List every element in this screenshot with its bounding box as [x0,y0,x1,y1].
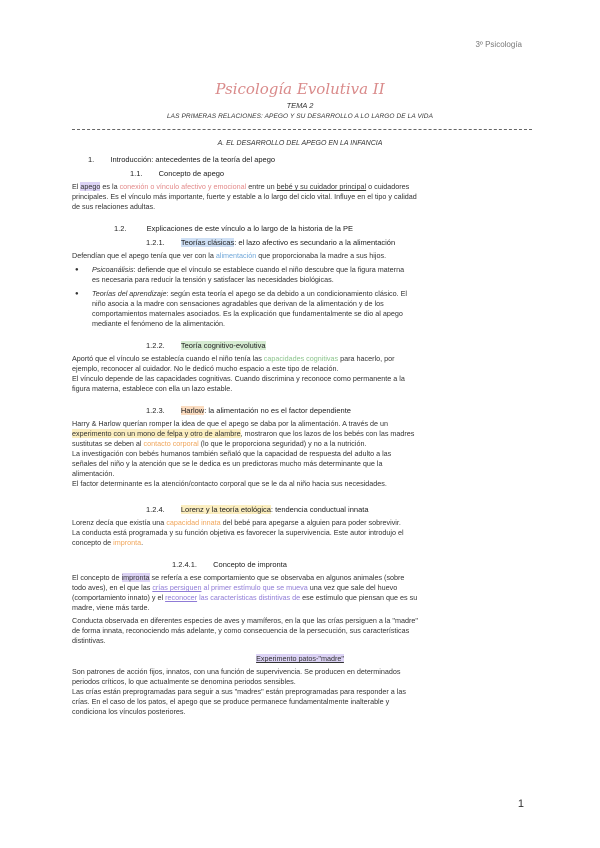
paragraph-line [72,593,527,603]
section-1-1-title: Concepto de apego [158,169,225,178]
paragraph-line: de sus relaciones adultas. [72,202,156,211]
paragraph-line: condiciona los vínculos posteriores. [72,707,186,716]
colored-term: al primer estímulo que se mueva [203,583,308,592]
paragraph-line: Las crías están preprogramadas para seguir a sus "madres" están preprogramadas para responder a las [72,687,406,696]
highlight-impronta: impronta [121,573,150,582]
paragraph-line: alimentación. [72,469,115,478]
paragraph-line [72,573,527,583]
text: . [141,538,144,547]
experiment-heading: Experimento patos-"madre" [256,654,344,663]
section-1-2-number: 1.2. [114,224,127,233]
text: del bebé para apegarse a alguien para poder sobrevivir. [220,518,401,527]
page-number: 1 [517,798,524,810]
section-1-2-4-number: 1.2.4. [146,505,165,514]
text: Aportó que el vínculo se establecía cuando el niño tenía las [72,354,264,363]
paragraph-line [72,518,527,528]
text: para hacerlo, por [338,354,395,363]
section-1-2-4-highlight: Lorenz y la teoría etológica [180,505,271,514]
paragraph-line [92,289,524,299]
underlined-term: reconocer [165,593,198,602]
text: o cuidadores [366,182,410,191]
paragraph-line: mediante el fenómeno de la alimentación. [92,319,226,328]
paragraph-line: madre, viene más tarde. [72,603,150,612]
paragraph-line: principales. Es el vínculo más importante, fuerte y estable a lo largo del ciclo vital. Influye en el tipo y calidad [72,192,417,201]
bullet-label: Teorías del aprendizaje [92,289,167,298]
text: : según esta teoría el apego se da debido a un condicionamiento clásico. El [166,289,408,298]
text: El concepto de [72,573,122,582]
paragraph-line: ejemplo, reconocer al cuidador. No le dedicó mucho espacio a este tipo de relación. [72,364,339,373]
text: entre un [246,182,277,191]
section-1-title: Introducción: antecedentes de la teoría del apego [110,155,276,164]
paragraph-line [72,538,527,548]
text: Defendían que el apego tenía que ver con la [72,251,216,260]
paragraph-line: Conducta observada en diferentes especies de aves y mamíferos, en la que las crías persiguen a la "madre" [72,616,418,625]
text: El [72,182,81,191]
bullet-aprendizaje [92,289,524,329]
paragraph-line: Harry & Harlow querían romper la idea de que el apego se daba por la alimentación. A través de un [72,419,389,428]
section-1-2-4-title: : tendencia conductual innata [270,505,369,514]
tema-label: TEMA 2 [286,101,314,110]
paragraph-line: niño asocia a la madre con sensaciones agradables que derivan de la alimentación y de los [92,299,384,308]
text: todo aves), en el que las [72,583,153,592]
text: se refería a ese comportamiento que se observaba en algunos animales (sobre [149,573,405,582]
course-tag: 3º Psicología [475,40,522,49]
dashed-divider [72,129,532,130]
document-title: Psicología Evolutiva II [215,80,385,98]
paragraph-alimentacion [72,251,527,261]
colored-term: contacto corporal [143,439,199,448]
underlined-term: bebé y su cuidador principal [276,182,367,191]
text: una vez que sale del huevo [307,583,398,592]
section-1-2-3-heading [146,406,600,416]
section-1-2-3-number: 1.2.3. [146,406,165,415]
section-1-2-3-title: : la alimentación no es el factor dependiente [204,406,351,415]
paragraph-line [72,439,527,449]
paragraph-lorenz [72,518,527,548]
section-1-2-1-title: : el lazo afectivo es secundario a la alimentación [234,238,396,247]
section-1-2-1-heading [146,238,600,248]
paragraph-line: señales del niño y la atención que se le dedica es un predictoras mucho más determinante que la [72,459,383,468]
paragraph-line: figura materna, establece con ella un lazo estable. [72,384,233,393]
section-1-2-4-1-number: 1.2.4.1. [172,560,198,569]
section-1-2-1-number: 1.2.1. [146,238,165,247]
section-1-2-2-number: 1.2.2. [146,341,165,350]
paragraph-apego [72,182,527,212]
paragraph-patrones [72,667,527,717]
paragraph-line: La conducta está programada y su función objetiva es favorecer la supervivencia. Este autor introdujo el [72,528,404,537]
colored-term: las características distintivas de [199,593,301,602]
underlined-term: crías persiguen [152,583,202,592]
colored-term: conexión o vínculo afectivo y emocional [119,182,247,191]
paragraph-line: es necesaria para reducir la tensión y satisfacer las necesidades biológicas. [92,275,334,284]
text: (lo que le proporciona seguridad) y no a la nutrición. [198,439,367,448]
paragraph-line [72,583,527,593]
bullet-psicoanalisis [92,265,524,285]
text: ese estímulo que piensan que es su [300,593,418,602]
section-1-2-heading [114,224,569,234]
text: : defiende que el vínculo se establece cuando el niño descubre que la figura materna [133,265,405,274]
text: concepto de [72,538,114,547]
paragraph-line: La investigación con bebés humanos también señaló que la capacidad de respuesta del adulto a las [72,449,392,458]
highlight-experiment: experimento con un mono de felpa y otro de alambre [72,429,241,438]
paragraph-line [72,182,527,192]
colored-term: capacidad innata [166,518,221,527]
paragraph-line: El vínculo depende de las capacidades cognitivas. Cuando discrimina y reconoce como permanente a la [72,374,405,383]
paragraph-line: crías. En el caso de los patos, el apego que se produce permanece fundamentalmente inalterable y [72,697,390,706]
colored-term: capacidades cognitivas [263,354,339,363]
text: , mostraron que los lazos de los bebés con las madres [240,429,415,438]
section-1-2-2-heading [146,341,600,351]
colored-term: impronta [113,538,142,547]
experiment-heading-wrap [0,654,600,664]
section-1-2-title: Explicaciones de este vínculo a lo largo de la historia de la PE [146,224,353,233]
paragraph-line: de forma innata, reconociendo más adelante, y como consecuencia de la persecución, sus características [72,626,410,635]
text: (comportamiento innato) y el [72,593,166,602]
text: es la [100,182,120,191]
text: Lorenz decía que existía una [72,518,167,527]
text: que proporcionaba la madre a sus hijos. [256,251,387,260]
section-1-2-3-highlight: Harlow [180,406,205,415]
paragraph-line [72,354,527,364]
section-1-2-4-1-title: Concepto de impronta [213,560,287,569]
paragraph-line [92,265,524,275]
paragraph-impronta [72,573,527,613]
section-1-2-2-highlight: Teoría cognitivo-evolutiva [180,341,266,350]
paragraph-cognitivo [72,354,527,394]
section-1-2-4-1-heading [172,560,600,570]
paragraph-line [72,429,527,439]
paragraph-line: Son patrones de acción fijos, innatos, con una función de supervivencia. Se producen en determinados [72,667,401,676]
paragraph-line: El factor determinante es la atención/contacto corporal que se le da al niño hacia sus necesidades. [72,479,387,488]
section-1-2-1-highlight: Teorías clásicas [180,238,235,247]
paragraph-conducta [72,616,527,646]
paragraph-line: periodos críticos, lo que actualmente se denomina periodos sensibles. [72,677,296,686]
section-a-heading: A. EL DESARROLLO DEL APEGO EN LA INFANCIA [217,140,383,147]
paragraph-line: comportamientos maternales asociados. Es la explicación que fundamentalmente se dio al apego [92,309,403,318]
section-1-heading [88,155,543,165]
paragraph-line: distintivas. [72,636,106,645]
section-1-2-4-heading [146,505,600,515]
topic-title: LAS PRIMERAS RELACIONES: APEGO Y SU DESARROLLO A LO LARGO DE LA VIDA [166,113,434,120]
text: sustitutas se deben al [72,439,144,448]
section-1-1-number: 1.1. [130,169,143,178]
section-1-1-heading [130,169,585,179]
bullet-label: Psicoanálisis [92,265,134,274]
colored-term: alimentación [215,251,257,260]
section-1-number: 1. [88,155,95,164]
highlight-apego: apego [80,182,101,191]
paragraph-harlow [72,419,527,489]
